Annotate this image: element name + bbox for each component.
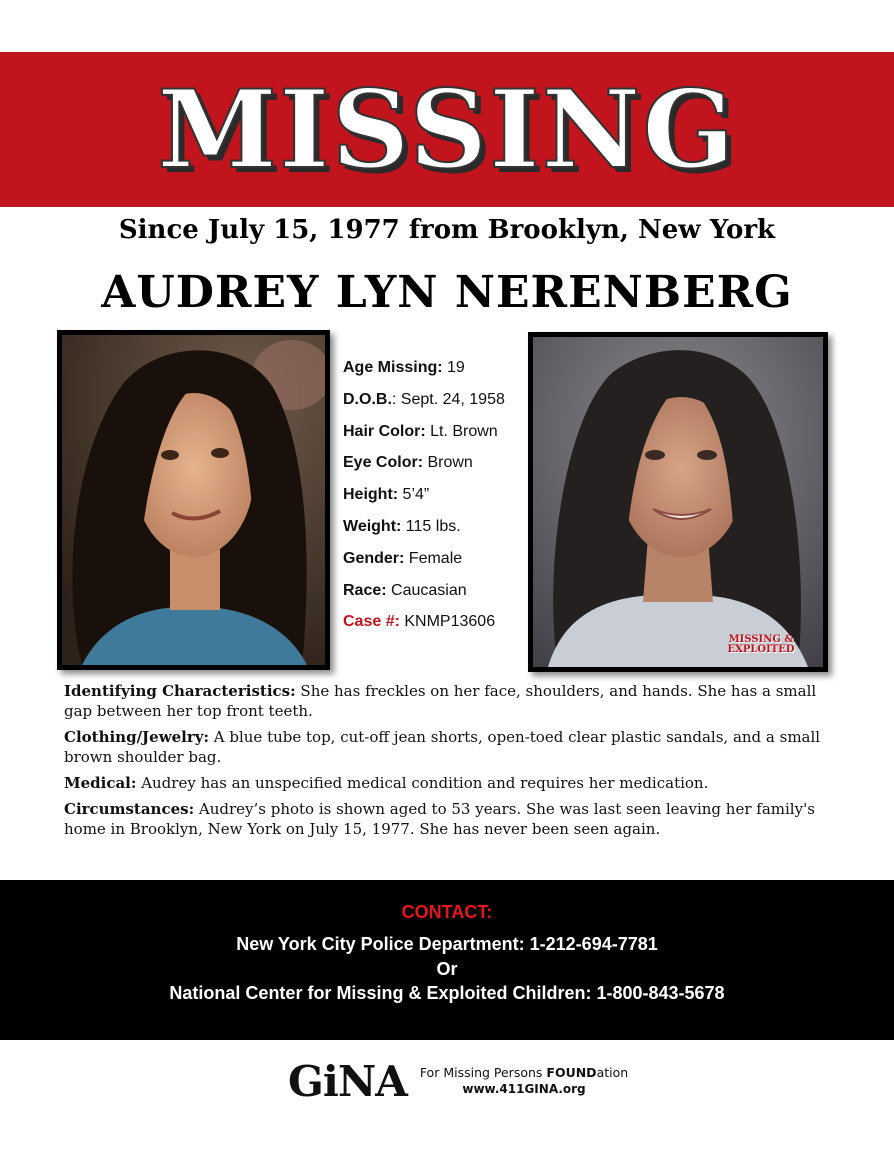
gina-tagline: For Missing Persons FOUNDation www.411GINA.org bbox=[414, 1064, 634, 1098]
gina-footer bbox=[0, 1058, 894, 1108]
aged-portrait-image bbox=[533, 337, 823, 667]
gina-url: www.411GINA.org bbox=[462, 1082, 586, 1096]
identifying-characteristics: Identifying Characteristics: She has freckles on her face, shoulders, and hands. She has a small gap between her top front teeth. bbox=[64, 682, 817, 720]
person-name: AUDREY LYN NERENBERG bbox=[101, 267, 793, 318]
age-progressed-photo bbox=[528, 332, 828, 672]
medical-info: Medical: Audrey has an unspecified medical condition and requires her medication. bbox=[64, 774, 709, 792]
missing-since-text: Since July 15, 1977 from Brooklyn, New York bbox=[118, 215, 776, 245]
ncmec-contact: National Center for Missing & Exploited Children: 1-800-843-5678 bbox=[169, 983, 725, 1003]
description-section bbox=[64, 681, 834, 845]
detail-hair-color: Hair Color: Lt. Brown bbox=[343, 422, 498, 440]
photo-at-disappearance bbox=[57, 330, 330, 670]
circumstances: Circumstances: Audrey’s photo is shown aged to 53 years. She was last seen leaving her family's home in Brooklyn, New York on July 15, 1977. She has never been seen again. bbox=[64, 800, 815, 838]
detail-weight: Weight: 115 lbs. bbox=[343, 517, 461, 535]
detail-height: Height: 5’4” bbox=[343, 486, 430, 504]
detail-case-number: Case #: KNMP13606 bbox=[343, 613, 496, 631]
detail-race: Race: Caucasian bbox=[343, 581, 467, 599]
young-portrait-image bbox=[62, 335, 325, 665]
physical-details-list bbox=[343, 352, 533, 638]
detail-dob: D.O.B.: Sept. 24, 1958 bbox=[343, 390, 505, 408]
detail-gender: Gender: Female bbox=[343, 549, 463, 567]
contact-title: CONTACT: bbox=[401, 902, 493, 922]
gina-logo: GiNA bbox=[288, 1057, 407, 1106]
contact-box bbox=[0, 880, 894, 1040]
clothing-jewelry: Clothing/Jewelry: A blue tube top, cut-off jean shorts, open-toed clear plastic sandals, and a small brown shoulder bag. bbox=[64, 728, 821, 766]
nypd-contact: New York City Police Department: 1-212-694-7781 bbox=[236, 934, 658, 954]
detail-age-missing: Age Missing: 19 bbox=[343, 359, 465, 376]
contact-or: Or bbox=[436, 959, 458, 979]
missing-exploited-watermark: MISSING & EXPLOITED bbox=[727, 634, 795, 655]
detail-eye-color: Eye Color: Brown bbox=[343, 454, 473, 472]
missing-title: MISSING bbox=[157, 67, 737, 193]
